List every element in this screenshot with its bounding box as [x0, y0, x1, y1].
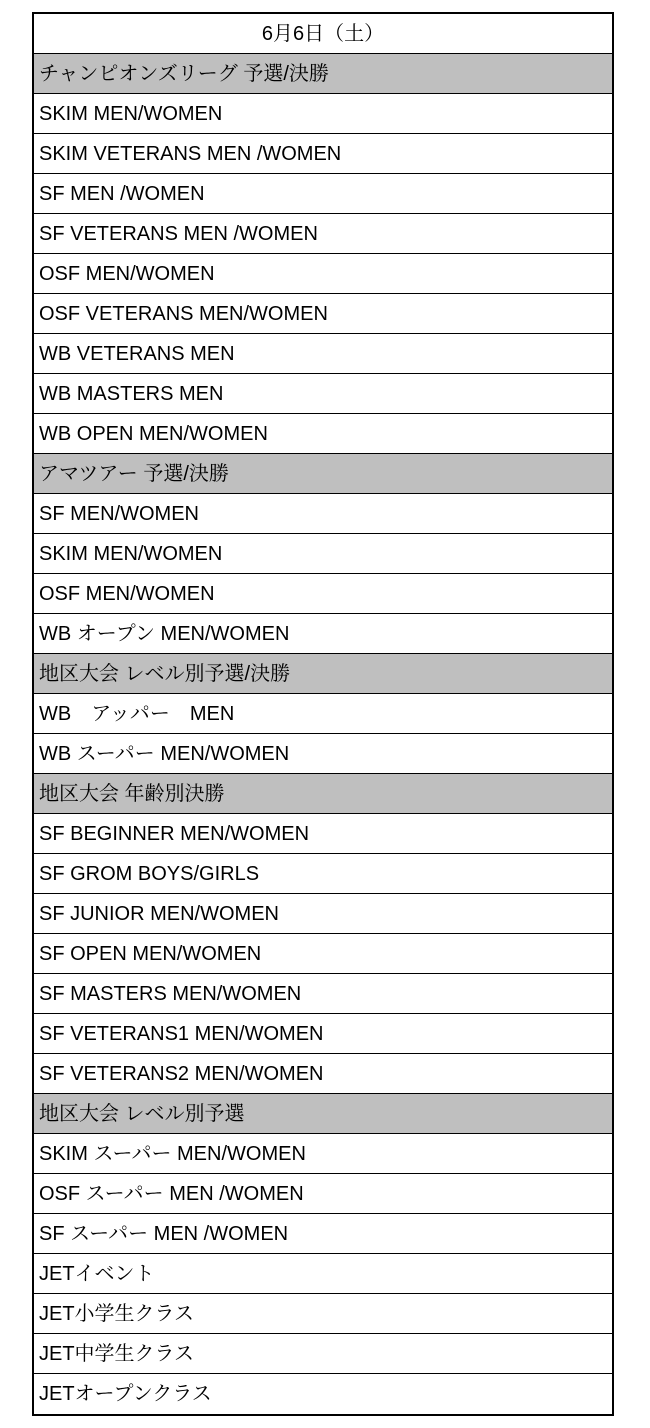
event-row: SF MEN /WOMEN: [34, 174, 612, 214]
event-row: SKIM MEN/WOMEN: [34, 94, 612, 134]
event-row: JET小学生クラス: [34, 1294, 612, 1334]
event-row: OSF スーパー MEN /WOMEN: [34, 1174, 612, 1214]
event-row: WB MASTERS MEN: [34, 374, 612, 414]
event-row: WB オープン MEN/WOMEN: [34, 614, 612, 654]
event-row: SF OPEN MEN/WOMEN: [34, 934, 612, 974]
event-row: SF VETERANS1 MEN/WOMEN: [34, 1014, 612, 1054]
event-row: WB OPEN MEN/WOMEN: [34, 414, 612, 454]
section-header-row: 地区大会 年齢別決勝: [34, 774, 612, 814]
event-row: SF JUNIOR MEN/WOMEN: [34, 894, 612, 934]
event-row: WB アッパー MEN: [34, 694, 612, 734]
event-row: SF MASTERS MEN/WOMEN: [34, 974, 612, 1014]
event-row: WB スーパー MEN/WOMEN: [34, 734, 612, 774]
event-row: SKIM MEN/WOMEN: [34, 534, 612, 574]
event-row: SF VETERANS2 MEN/WOMEN: [34, 1054, 612, 1094]
schedule-rows: [34, 54, 612, 1414]
event-row: OSF MEN/WOMEN: [34, 254, 612, 294]
event-row: SF BEGINNER MEN/WOMEN: [34, 814, 612, 854]
event-row: SF MEN/WOMEN: [34, 494, 612, 534]
event-row: SKIM VETERANS MEN /WOMEN: [34, 134, 612, 174]
section-header-row: チャンピオンズリーグ 予選/決勝: [34, 54, 612, 94]
event-row: OSF VETERANS MEN/WOMEN: [34, 294, 612, 334]
event-row: SKIM スーパー MEN/WOMEN: [34, 1134, 612, 1174]
schedule-date-header: 6月6日（土）: [34, 14, 612, 54]
event-row: JETオープンクラス: [39, 1383, 212, 1405]
section-header-row: 地区大会 レベル別予選: [34, 1094, 612, 1134]
section-header-row: アマツアー 予選/決勝: [34, 454, 612, 494]
event-row: SF GROM BOYS/GIRLS: [34, 854, 612, 894]
section-header-row: 地区大会 レベル別予選/決勝: [34, 654, 612, 694]
event-row: OSF MEN/WOMEN: [34, 574, 612, 614]
schedule-table: [32, 12, 614, 1416]
event-row: WB VETERANS MEN: [34, 334, 612, 374]
event-row: SF スーパー MEN /WOMEN: [34, 1214, 612, 1254]
event-row: JETイベント: [34, 1254, 612, 1294]
event-row: JET中学生クラス: [34, 1334, 612, 1374]
event-row: SF VETERANS MEN /WOMEN: [34, 214, 612, 254]
